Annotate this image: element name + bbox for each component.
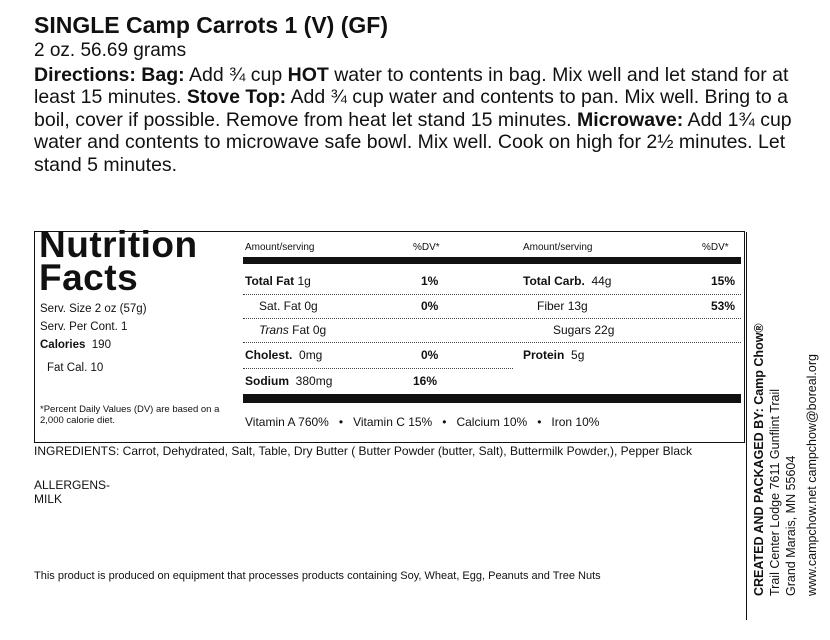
sat-fat-label: Sat. Fat <box>259 299 302 313</box>
hot-emphasis: HOT <box>287 64 329 86</box>
row-sat-fat <box>259 299 318 313</box>
total-carb-label: Total Carb. <box>523 274 585 288</box>
calories-line <box>40 338 111 352</box>
bullet: • <box>537 415 542 429</box>
header-dv-left: %DV* <box>413 242 440 253</box>
serving-size: Serv. Size 2 oz (57g) <box>40 303 147 315</box>
allergens-value: MILK <box>34 492 63 506</box>
vitamin-c: Vitamin C 15% <box>353 415 433 429</box>
fiber-label: Fiber <box>537 299 565 313</box>
product-weight: 2 oz. 56.69 grams <box>34 40 187 61</box>
nutrition-facts-title <box>39 224 198 298</box>
nutrition-title-line-1: Nutrition <box>39 224 198 265</box>
microwave-text: Add 1¾ cup water and contents to microwave safe bowl. Mix well. Cook on high for 2½ minutes. Let stand 5 minutes. <box>34 108 792 176</box>
cholesterol-dv: 0% <box>421 348 439 362</box>
ingredients-text: INGREDIENTS: Carrot, Dehydrated, Salt, Table, Dry Butter ( Butter Powder (butter, Salt), Buttermilk Powder,), Pepper Black <box>34 444 693 458</box>
row-total-carb <box>523 274 611 288</box>
row-divider <box>243 318 741 319</box>
allergens-block <box>34 478 110 506</box>
row-protein <box>523 348 584 362</box>
sugars-label: Sugars <box>553 323 592 337</box>
header-amount-right: Amount/serving <box>523 242 593 253</box>
total-fat-label: Total Fat <box>245 274 295 288</box>
facility-disclaimer: This product is produced on equipment that processes products containing Soy, Wheat, Egg, Peanuts and Tree Nuts <box>34 570 601 582</box>
fat-calories: Fat Cal. 10 <box>47 362 104 374</box>
nutrition-title-line-2: Facts <box>39 257 139 298</box>
dv-footnote: *Percent Daily Values (DV) are based on a 2,000 calorie diet. <box>40 404 220 426</box>
calcium: Calcium 10% <box>456 415 528 429</box>
packager-address-line-2: Grand Marais, MN 55604 <box>784 455 798 596</box>
row-sodium <box>245 374 332 388</box>
total-carb-value: 44g <box>591 274 612 288</box>
trans-fat-label: Trans <box>259 323 289 337</box>
sat-fat-dv: 0% <box>421 299 439 313</box>
trans-fat-value: Fat 0g <box>292 323 327 337</box>
bag-text-b: water to contents in bag. Mix well and let stand for at least 15 minutes. <box>34 64 789 109</box>
bag-label: Bag: <box>141 64 185 86</box>
microwave-label: Microwave: <box>577 108 684 131</box>
vitamins-line <box>245 415 599 429</box>
total-carb-dv: 15% <box>710 274 735 288</box>
nutrition-facts-panel <box>34 224 745 443</box>
side-divider <box>746 232 747 620</box>
row-divider <box>243 294 741 295</box>
product-title: SINGLE Camp Carrots 1 (V) (GF) <box>34 12 388 38</box>
calories-value: 190 <box>91 339 111 351</box>
header-amount-left: Amount/serving <box>245 242 315 253</box>
total-fat-dv: 1% <box>421 274 439 288</box>
thick-divider-bottom <box>243 394 741 403</box>
row-fiber <box>537 299 588 313</box>
total-fat-value: 1g <box>297 274 311 288</box>
protein-label: Protein <box>523 348 565 362</box>
sat-fat-value: 0g <box>304 299 318 313</box>
row-divider <box>243 342 741 343</box>
nutrient-table <box>243 232 741 442</box>
bullet: • <box>442 415 447 429</box>
sodium-label: Sodium <box>245 374 289 388</box>
packager-web-contact: www.campchow.net campchow@boreal.org <box>805 354 819 596</box>
iron: Iron 10% <box>551 415 600 429</box>
thick-divider-top <box>243 257 741 264</box>
row-divider <box>243 368 513 369</box>
stove-top-label: Stove Top: <box>186 86 287 109</box>
allergens-label: ALLERGENS- <box>34 478 111 492</box>
servings-per-container: Serv. Per Cont. 1 <box>40 321 128 333</box>
header-dv-right: %DV* <box>702 242 729 253</box>
stove-top-text: Add ¾ cup water and contents to pan. Mix well. Bring to a boil, cover if possible. Remove from heat let stand 15 minutes. <box>34 86 789 131</box>
row-sugars <box>553 323 614 337</box>
vitamin-a: Vitamin A 760% <box>245 415 329 429</box>
fiber-dv: 53% <box>710 299 735 313</box>
row-trans-fat <box>259 323 326 337</box>
protein-value: 5g <box>571 348 585 362</box>
packager-address-line-1: Trail Center Lodge 7611 Gunflint Trail <box>768 388 782 596</box>
packager-credit: CREATED AND PACKAGED BY: Camp Chow® <box>752 323 766 596</box>
row-total-fat <box>245 274 311 288</box>
sodium-dv: 16% <box>413 374 438 388</box>
bullet: • <box>338 415 344 429</box>
directions-text <box>34 64 794 176</box>
calories-label: Calories <box>40 339 86 351</box>
cholesterol-value: 0mg <box>299 348 323 362</box>
directions-label: Directions: <box>34 64 136 86</box>
sodium-value: 380mg <box>295 374 333 388</box>
sugars-value: 22g <box>594 323 615 337</box>
bag-text-a: Add ¾ cup <box>184 64 288 86</box>
row-cholesterol <box>245 348 322 362</box>
fiber-value: 13g <box>567 299 588 313</box>
cholesterol-label: Cholest. <box>245 348 293 362</box>
